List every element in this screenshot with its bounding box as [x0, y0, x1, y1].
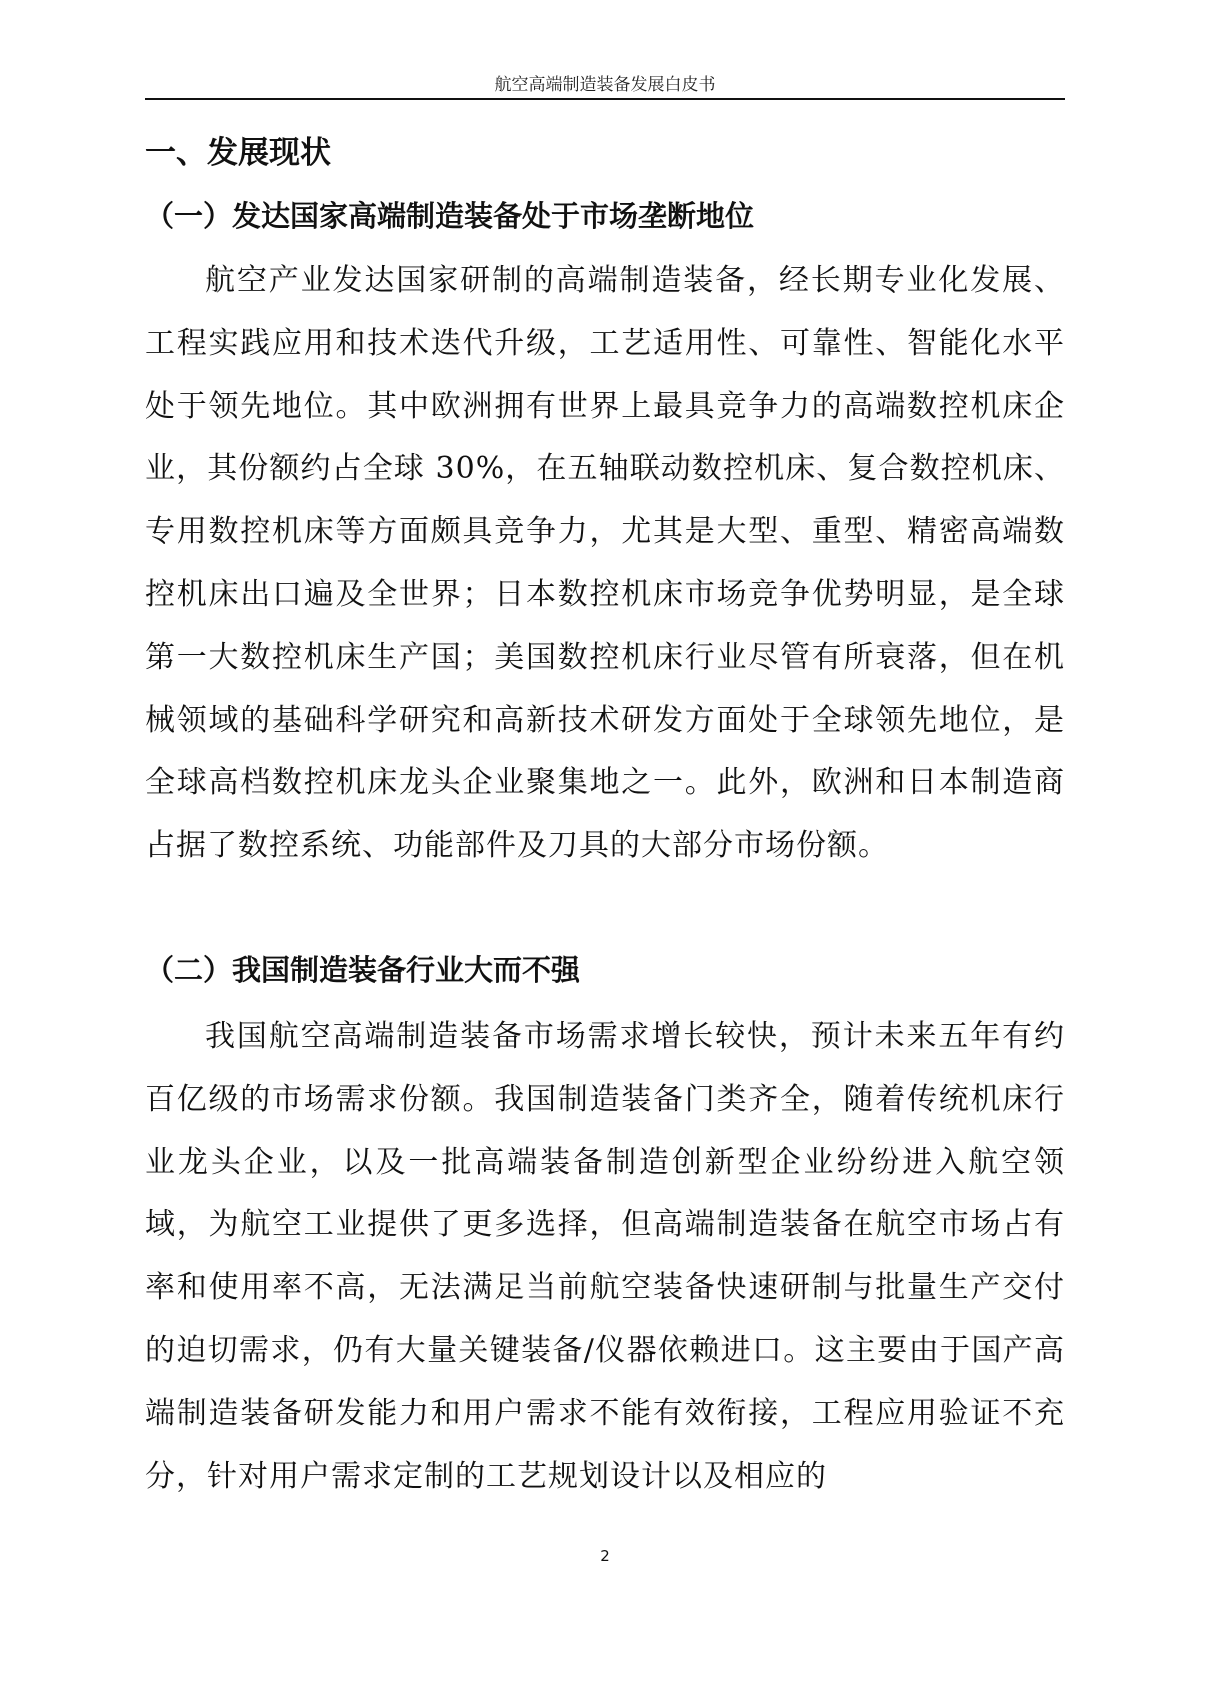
running-header: 航空高端制造装备发展白皮书	[494, 75, 716, 95]
page-number: 2	[600, 1547, 610, 1565]
subsection-heading-1: （一）发达国家高端制造装备处于市场垄断地位	[145, 199, 755, 233]
subsection-paragraph-2: 我国航空高端制造装备市场需求增长较快，预计未来五年有约百亿级的市场需求份额。我国制造装备门类齐全，随着传统机床行业龙头企业，以及一批高端装备制造创新型企业纷纷进入航空领域，为航空工业提供了更多选择，但高端制造装备在航空市场占有率和使用率不高，无法满足当前航空装备快速研制与批量生产交付的迫切需求，仍有大量关键装备/仪器依赖进口。这主要由于国产高端制造装备研发能力和用户需求不能有效衔接，工程应用验证不充分，针对用户需求定制的工艺规划设计以及相应的	[145, 1019, 1065, 1494]
header-divider	[145, 98, 1065, 100]
subsection-heading-2: （二）我国制造装备行业大而不强	[145, 953, 581, 987]
subsection-paragraph-1: 航空产业发达国家研制的高端制造装备，经长期专业化发展、工程实践应用和技术迭代升级，工艺适用性、可靠性、智能化水平处于领先地位。其中欧洲拥有世界上最具竞争力的高端数控机床企业，其份额约占全球 30%，在五轴联动数控机床、复合数控机床、专用数控机床等方面颇具竞争力，尤其是大型、重型、精密高端数控机床出口遍及全世界；日本数控机床市场竞争优势明显，是全球第一大数控机床生产国；美国数控机床行业尽管有所衰落，但在机械领域的基础科学研究和高新技术研发方面处于全球领先地位，是全球高档数控机床龙头企业聚集地之一。此外，欧洲和日本制造商占据了数控系统、功能部件及刀具的大部分市场份额。	[145, 263, 1065, 864]
section-heading: 一、发展现状	[145, 135, 331, 171]
